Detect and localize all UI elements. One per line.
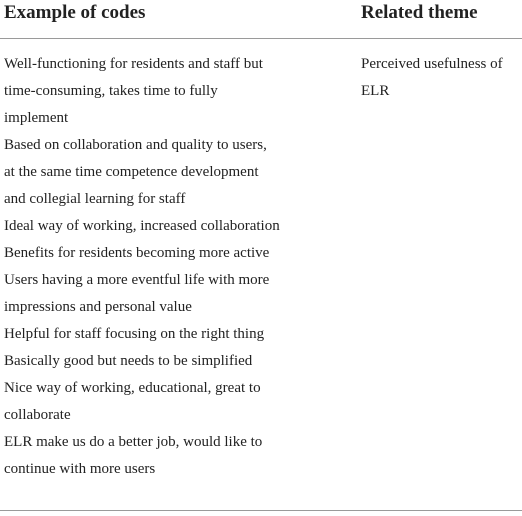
- table-bottom-rule: [0, 510, 522, 511]
- code-line: at the same time competence development: [4, 164, 259, 180]
- code-line: Helpful for staff focusing on the right thing: [4, 326, 265, 342]
- code-line: implement: [4, 110, 69, 126]
- code-line: continue with more users: [4, 461, 156, 477]
- code-line: Users having a more eventful life with more: [4, 272, 270, 288]
- code-line: Basically good but needs to be simplified: [4, 353, 253, 369]
- header-example-of-codes: Example of codes: [4, 2, 146, 23]
- code-line: Ideal way of working, increased collaboration: [4, 218, 280, 234]
- code-line: time-consuming, takes time to fully: [4, 83, 218, 99]
- header-divider: [0, 38, 522, 39]
- codes-cell: [4, 51, 349, 483]
- code-line: ELR make us do a better job, would like to: [4, 434, 263, 450]
- code-line: Nice way of working, educational, great to: [4, 380, 261, 396]
- code-line: impressions and personal value: [4, 299, 192, 315]
- code-line: Based on collaboration and quality to users,: [4, 137, 267, 153]
- code-line: and collegial learning for staff: [4, 191, 186, 207]
- table-header-row: [0, 0, 522, 38]
- code-line: collaborate: [4, 407, 71, 423]
- header-related-theme: Related theme: [361, 2, 478, 23]
- code-line: Well-functioning for residents and staff but: [4, 56, 263, 72]
- theme-cell: Perceived usefulness of ELR: [361, 56, 503, 99]
- code-line: Benefits for residents becoming more active: [4, 245, 270, 261]
